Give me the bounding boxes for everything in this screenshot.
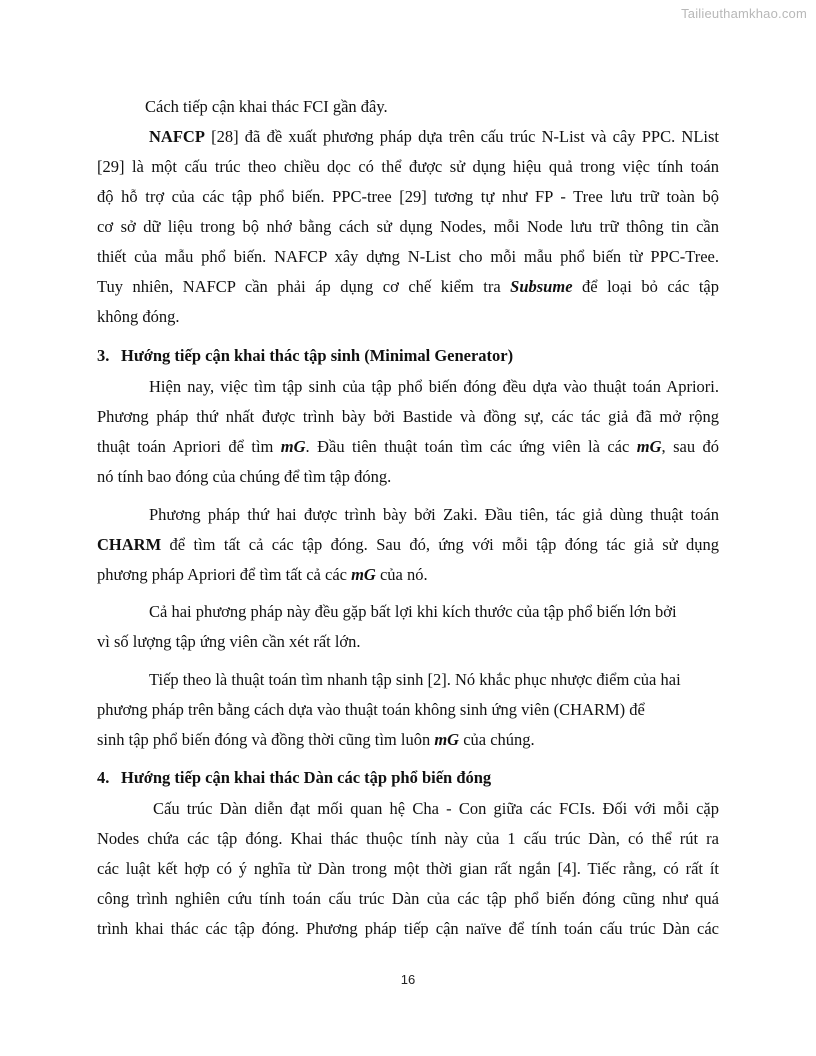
text-line: vì số lượng tập ứng viên cần xét rất lớn. — [97, 632, 361, 651]
watermark: Tailieuthamkhao.com — [681, 6, 807, 21]
text-line: độ hỗ trợ của các tập phổ biến. PPC-tree [29] tương tự như FP - Tree lưu trữ toàn bộ — [97, 187, 719, 206]
term-mg: mG — [351, 565, 376, 584]
text-line: Hiện nay, việc tìm tập sinh của tập phổ biến đóng đều dựa vào thuật toán Apriori. — [149, 377, 719, 396]
text-line: công trình nghiên cứu tính toán cấu trúc Dàn của các tập phổ biến đóng cũng như quá — [97, 889, 719, 908]
text-line: NAFCP [28] đã đề xuất phương pháp dựa trên cấu trúc N-List và cây PPC. NList — [149, 127, 719, 146]
term-charm: CHARM — [97, 535, 162, 554]
text-line: nó tính bao đóng của chúng để tìm tập đóng. — [97, 467, 392, 486]
text-line: Tuy nhiên, NAFCP cần phải áp dụng cơ chế kiểm tra Subsume để loại bỏ các tập — [97, 277, 719, 296]
text-line: Cả hai phương pháp này đều gặp bất lợi khi kích thước của tập phổ biến lớn bởi — [149, 602, 677, 621]
text-line: phương pháp Apriori để tìm tất cả các mG của nó. — [97, 565, 428, 584]
text-line: [29] là một cấu trúc theo chiều dọc có thể được sử dụng hiệu quả trong việc tính toán — [97, 157, 719, 176]
text-line: Tiếp theo là thuật toán tìm nhanh tập sinh [2]. Nó khắc phục nhược điểm của hai — [149, 670, 681, 689]
text-line: Cấu trúc Dàn diễn đạt mối quan hệ Cha - Con giữa các FCIs. Đối với mỗi cặp — [153, 799, 719, 818]
text-line: phương pháp trên bằng cách dựa vào thuật toán không sinh ứng viên (CHARM) để — [97, 700, 645, 719]
text-line: thuật toán Apriori để tìm mG. Đầu tiên thuật toán tìm các ứng viên là các mG, sau đó — [97, 437, 719, 456]
page-number: 16 — [400, 972, 416, 987]
intro-line: Cách tiếp cận khai thác FCI gần đây. — [145, 97, 388, 116]
term-mg: mG — [280, 437, 306, 456]
text-line: Phương pháp thứ hai được trình bày bởi Zaki. Đầu tiên, tác giả dùng thuật toán — [149, 505, 719, 524]
text-line: sinh tập phổ biến đóng và đồng thời cũng tìm luôn mG của chúng. — [97, 730, 535, 749]
text-line: các luật kết hợp có ý nghĩa từ Dàn trong một thời gian rất ngắn [4]. Tiếc rằng, có rất ít — [97, 859, 719, 878]
text-line: trình khai thác các tập đóng. Phương pháp tiếp cận naïve để tính toán cấu trúc Dàn các — [97, 919, 719, 938]
text-line: không đóng. — [97, 307, 180, 326]
section-heading-3: 3. Hướng tiếp cận khai thác tập sinh (Minimal Generator) — [97, 346, 514, 365]
section-heading-4: 4. Hướng tiếp cận khai thác Dàn các tập phổ biến đóng — [97, 768, 492, 787]
text-line: Nodes chứa các tập đóng. Khai thác thuộc tính này của 1 cấu trúc Dàn, có thể rút ra — [97, 829, 719, 848]
term-mg: mG — [434, 730, 460, 749]
text-line: CHARM để tìm tất cả các tập đóng. Sau đó, ứng với mỗi tập đóng tác giả sử dụng — [97, 535, 719, 554]
text-line: Phương pháp thứ nhất được trình bày bởi Bastide và đồng sự, các tác giả đã mở rộng — [97, 407, 719, 426]
term-mg: mG — [636, 437, 662, 456]
text-line: thiết của mẫu phổ biến. NAFCP xây dựng N-List cho mỗi mẫu phổ biến từ PPC-Tree. — [97, 247, 719, 266]
text-line: cơ sở dữ liệu trong bộ nhớ bằng cách sử dụng Nodes, mỗi Node lưu trữ thông tin cần — [97, 217, 719, 236]
term-subsume: Subsume — [510, 277, 573, 296]
term-nafcp: NAFCP — [149, 127, 205, 146]
